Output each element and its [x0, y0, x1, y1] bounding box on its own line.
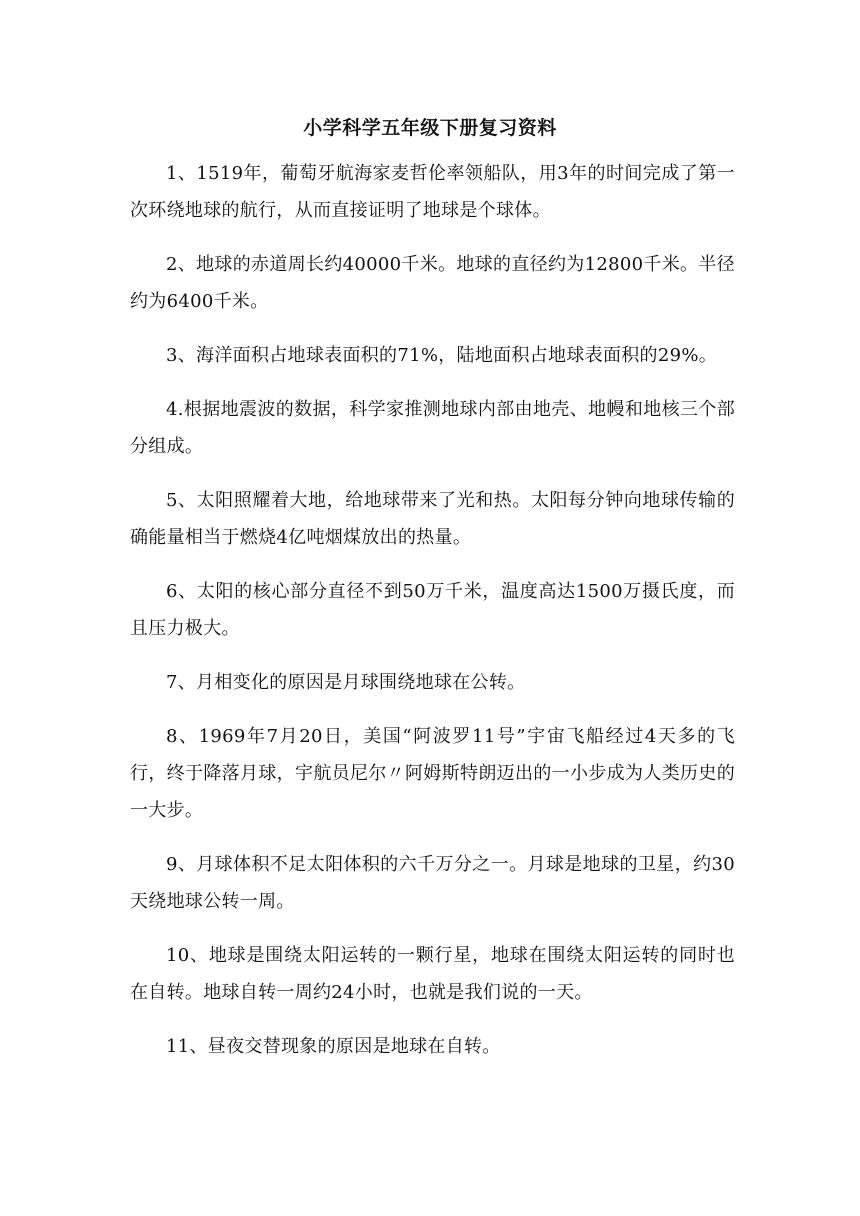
paragraph-5: 5、太阳照耀着大地，给地球带来了光和热。太阳每分钟向地球传输的确能量相当于燃烧4亿吨烟煤放出的热量。: [130, 490, 735, 548]
paragraph-4: 4.根据地震波的数据，科学家推测地球内部由地壳、地幔和地核三个部分组成。: [130, 399, 735, 457]
paragraph-8: 8、1969年7月20日，美国“阿波罗11号”宇宙飞船经过4天多的飞行，终于降落月球，宇航员尼尔〃阿姆斯特朗迈出的一小步成为人类历史的一大步。: [130, 726, 735, 821]
paragraph-1: 1、1519年，葡萄牙航海家麦哲伦率领船队，用3年的时间完成了第一次环绕地球的航行，从而直接证明了地球是个球体。: [130, 163, 735, 221]
document-body: [130, 155, 735, 1065]
paragraph-9: 9、月球体积不足太阳体积的六千万分之一。月球是地球的卫星，约30天绕地球公转一周。: [130, 854, 735, 912]
paragraph-2: 2、地球的赤道周长约40000千米。地球的直径约为12800千米。半径约为6400千米。: [130, 254, 735, 312]
paragraph-7: 7、月相变化的原因是月球围绕地球在公转。: [166, 672, 526, 693]
document-title: 小学科学五年级下册复习资料: [303, 117, 557, 139]
paragraph-6: 6、太阳的核心部分直径不到50万千米，温度高达1500万摄氏度，而且压力极大。: [130, 581, 735, 639]
paragraph-11: 11、昼夜交替现象的原因是地球在自转。: [166, 1036, 501, 1057]
paragraph-3: 3、海洋面积占地球表面积的71%，陆地面积占地球表面积的29%。: [166, 345, 718, 366]
paragraph-10: 10、地球是围绕太阳运转的一颗行星，地球在围绕太阳运转的同时也在自转。地球自转一周约24小时，也就是我们说的一天。: [130, 945, 735, 1003]
